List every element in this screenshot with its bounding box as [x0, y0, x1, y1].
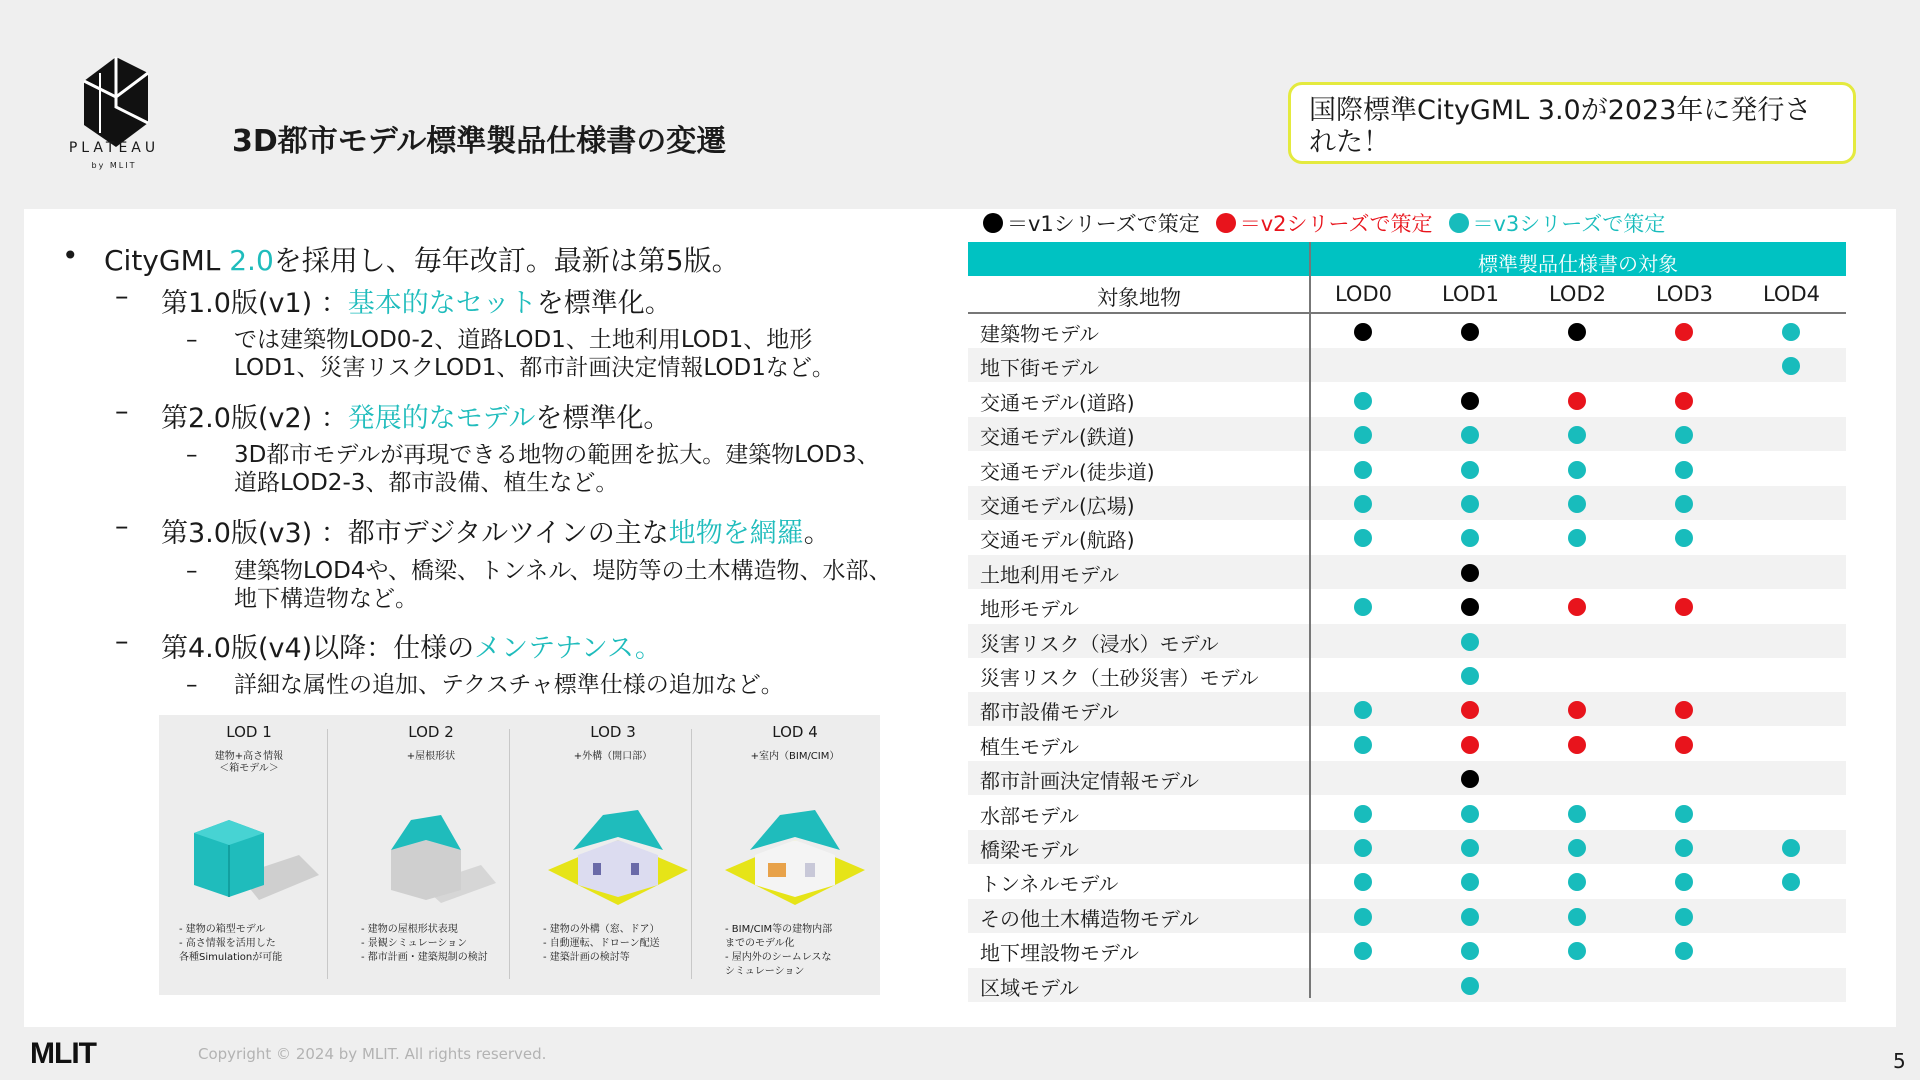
lod1-v3-dot: [1461, 977, 1479, 995]
slide-title: 3D都市モデル標準製品仕様書の変遷: [232, 124, 727, 159]
dash-marker: –: [186, 672, 198, 698]
lod3-v2-dot: [1675, 598, 1693, 616]
bullet-v4: 第4.0版(v4)以降：仕様のメンテナンス。: [161, 633, 662, 664]
lod1-v2-dot: [1461, 701, 1479, 719]
lod1-column: [159, 715, 339, 995]
callout-box: 国際標準CityGML 3.0が2023年に発行された！: [1288, 82, 1856, 164]
row-label: 都市設備モデル: [980, 700, 1119, 725]
logo-subtitle: by MLIT: [91, 161, 137, 170]
header-lod4: LOD4: [1762, 282, 1820, 306]
legend-dot-v2: [1216, 213, 1236, 233]
dash-marker: –: [115, 281, 129, 312]
dash-marker: –: [115, 396, 129, 427]
lod1-box-model-illustration: [189, 805, 319, 905]
lod4-column: [705, 715, 885, 995]
lod3-subtitle: +外構（開口部）: [573, 751, 653, 762]
lod1-v3-dot: [1461, 805, 1479, 823]
legend-dot-v1: [983, 213, 1003, 233]
row-label: 災害リスク（浸水）モデル: [980, 631, 1219, 656]
bullet-citygml: CityGML 2.0を採用し、毎年改訂。最新は第5版。: [104, 244, 740, 277]
lod1-v1-dot: [1461, 392, 1479, 410]
header-lod2: LOD2: [1548, 282, 1606, 306]
lod0-v3-dot: [1354, 942, 1372, 960]
bullet-v3: 第3.0版(v3) ：都市デジタルツインの主な地物を網羅。: [161, 518, 831, 549]
lod3-v3-dot: [1675, 908, 1693, 926]
table-row: [968, 864, 1846, 898]
lod2-v2-dot: [1568, 598, 1586, 616]
lod2-v3-dot: [1568, 942, 1586, 960]
lod0-v3-dot: [1354, 873, 1372, 891]
lod-figure: [159, 715, 880, 995]
lod4-subtitle: +室内（BIM/CIM）: [750, 751, 840, 762]
lod2-v2-dot: [1568, 736, 1586, 754]
lod2-v1-dot: [1568, 323, 1586, 341]
lod2-v3-dot: [1568, 839, 1586, 857]
lod3-v3-dot: [1675, 461, 1693, 479]
lod3-v2-dot: [1675, 323, 1693, 341]
lod0-v3-dot: [1354, 529, 1372, 547]
row-label: トンネルモデル: [980, 872, 1119, 897]
page-number: 5: [1893, 1049, 1906, 1073]
svg-text:MLIT: MLIT: [30, 1040, 96, 1066]
row-label: 橋梁モデル: [980, 838, 1079, 862]
legend-label-v1: ＝v1シリーズで策定: [1007, 212, 1200, 236]
row-label: 地下街モデル: [980, 356, 1099, 381]
table-row: [968, 933, 1846, 967]
lod1-subtitle: 建物+高さ情報 ＜箱モデル＞: [214, 751, 284, 774]
table-header-row: [968, 276, 1846, 314]
bullet-v3-detail: 建築物LOD4や、橋梁、トンネル、堤防等の土木構造物、水部、 地下構造物など。: [234, 558, 892, 612]
lod2-v3-dot: [1568, 461, 1586, 479]
bullet-v4-detail: 詳細な属性の追加、テクスチャ標準仕様の追加など。: [234, 672, 784, 698]
lod0-v3-dot: [1354, 805, 1372, 823]
lod1-v1-dot: [1461, 564, 1479, 582]
header-lod0: LOD0: [1334, 282, 1392, 306]
table-row: [968, 383, 1846, 417]
lod3-v3-dot: [1675, 873, 1693, 891]
lod2-v2-dot: [1568, 392, 1586, 410]
lod3-notes: - 建物の外構（窓、ドア） - 自動運転、ドローン配送 - 建築計画の検討等: [543, 924, 660, 963]
table-row: [968, 796, 1846, 830]
lod3-v3-dot: [1675, 942, 1693, 960]
dash-marker: –: [186, 442, 198, 468]
table-row: [968, 589, 1846, 623]
bullet-v1: 第1.0版(v1) ：基本的なセットを標準化。: [161, 288, 672, 319]
lod0-v3-dot: [1354, 598, 1372, 616]
header-feature: 対象地物: [1097, 286, 1181, 310]
lod1-v3-dot: [1461, 529, 1479, 547]
row-label: 地下埋設物モデル: [980, 941, 1139, 966]
lod3-v2-dot: [1675, 736, 1693, 754]
bullet-v1-detail: では建築物LOD0-2、道路LOD1、土地利用LOD1、地形 LOD1、災害リスクLOD1、都市計画決定情報LOD1など。: [234, 327, 835, 381]
lod0-v1-dot: [1354, 323, 1372, 341]
lod0-v3-dot: [1354, 839, 1372, 857]
lod1-v3-dot: [1461, 495, 1479, 513]
row-label: 地形モデル: [980, 597, 1079, 622]
row-label: 交通モデル(航路): [980, 528, 1135, 553]
lod2-column: [341, 715, 521, 995]
table-band-label: 標準製品仕様書の対象: [1478, 252, 1678, 276]
lod0-v3-dot: [1354, 461, 1372, 479]
lod1-v1-dot: [1461, 323, 1479, 341]
lod4-v3-dot: [1782, 357, 1800, 375]
dash-marker: –: [115, 626, 129, 657]
lod1-title: LOD 1: [226, 723, 272, 741]
legend-dot-v3: [1449, 213, 1469, 233]
row-label: 水部モデル: [980, 803, 1079, 828]
lod2-subtitle: +屋根形状: [406, 751, 456, 762]
lod1-v3-dot: [1461, 426, 1479, 444]
lod1-v3-dot: [1461, 839, 1479, 857]
table-row: [968, 692, 1846, 726]
lod3-column: [523, 715, 703, 995]
lod3-v3-dot: [1675, 529, 1693, 547]
lod3-v3-dot: [1675, 495, 1693, 513]
lod3-title: LOD 3: [590, 723, 636, 741]
lod3-v3-dot: [1675, 426, 1693, 444]
row-label: 都市計画決定情報モデル: [980, 769, 1199, 794]
lod2-v3-dot: [1568, 873, 1586, 891]
legend: [983, 208, 1665, 238]
lod0-v3-dot: [1354, 392, 1372, 410]
bullet-marker: •: [62, 239, 79, 272]
table-row: [968, 761, 1846, 795]
row-label: 区域モデル: [980, 975, 1079, 1000]
lod1-v3-dot: [1461, 667, 1479, 685]
lod4-title: LOD 4: [772, 723, 818, 741]
row-label: 交通モデル(鉄道): [980, 425, 1135, 450]
lod4-v3-dot: [1782, 839, 1800, 857]
logo-wordmark: PLATEAU: [68, 140, 160, 156]
lod1-v3-dot: [1461, 908, 1479, 926]
lod1-notes: - 建物の箱型モデル - 高さ情報を活用した 各種Simulationが可能: [179, 924, 283, 963]
table-header-band: [968, 242, 1846, 276]
lod2-v3-dot: [1568, 805, 1586, 823]
bullet-v2: 第2.0版(v2) ：発展的なモデルを標準化。: [161, 403, 671, 434]
lod1-v1-dot: [1461, 598, 1479, 616]
lod1-v3-dot: [1461, 873, 1479, 891]
lod4-v3-dot: [1782, 323, 1800, 341]
row-label: 交通モデル(広場): [980, 494, 1135, 518]
lod1-v1-dot: [1461, 770, 1479, 788]
row-label: 交通モデル(徒歩道): [980, 459, 1155, 484]
table-row: [968, 658, 1846, 692]
row-label: 災害リスク（土砂災害）モデル: [980, 666, 1259, 690]
lod0-v3-dot: [1354, 908, 1372, 926]
copyright: Copyright © 2024 by MLIT. All rights reserved.: [198, 1045, 547, 1063]
lod2-v3-dot: [1568, 529, 1586, 547]
lod0-v3-dot: [1354, 426, 1372, 444]
lod1-v3-dot: [1461, 461, 1479, 479]
table-row: [968, 555, 1846, 589]
lod2-v2-dot: [1568, 701, 1586, 719]
lod2-v3-dot: [1568, 426, 1586, 444]
dash-marker: –: [186, 327, 198, 353]
plateau-logo: [70, 38, 180, 178]
lod4-interior-model-illustration: [720, 795, 870, 915]
table-row: [968, 486, 1846, 520]
lod3-v3-dot: [1675, 805, 1693, 823]
lod3-v2-dot: [1675, 701, 1693, 719]
lod3-v2-dot: [1675, 392, 1693, 410]
table-row: [968, 452, 1846, 486]
dash-marker: –: [115, 511, 129, 542]
table-row: [968, 417, 1846, 451]
lod3-exterior-model-illustration: [543, 795, 693, 915]
table-row: [968, 624, 1846, 658]
table-row: [968, 968, 1846, 1002]
lod0-v3-dot: [1354, 495, 1372, 513]
lod2-notes: - 建物の屋根形状表現 - 景観シミュレーション - 都市計画・建築規制の検討: [361, 924, 488, 963]
lod1-v3-dot: [1461, 942, 1479, 960]
bullet-v2-detail: 3D都市モデルが再現できる地物の範囲を拡大。建築物LOD3、 道路LOD2-3、都市設備、植生など。: [234, 442, 880, 496]
legend-label-v3: ＝v3シリーズで策定: [1472, 212, 1666, 236]
table-row: [968, 899, 1846, 933]
lod0-v3-dot: [1354, 701, 1372, 719]
lod3-v3-dot: [1675, 839, 1693, 857]
lod0-v3-dot: [1354, 736, 1372, 754]
table-row: [968, 314, 1846, 348]
table-row: [968, 727, 1846, 761]
table-row: [968, 348, 1846, 382]
table-row: [968, 830, 1846, 864]
row-label: 土地利用モデル: [980, 562, 1119, 587]
lod2-v3-dot: [1568, 495, 1586, 513]
lod1-v3-dot: [1461, 633, 1479, 651]
header-lod1: LOD1: [1441, 282, 1499, 306]
lod1-v2-dot: [1461, 736, 1479, 754]
table-row: [968, 520, 1846, 554]
lod4-v3-dot: [1782, 873, 1800, 891]
legend-label-v2: ＝v2シリーズで策定: [1239, 212, 1433, 236]
mlit-logo: [30, 1040, 162, 1066]
row-label: その他土木構造物モデル: [980, 906, 1199, 931]
row-label: 交通モデル(道路): [980, 390, 1135, 415]
lod2-v3-dot: [1568, 908, 1586, 926]
table-column-divider: [1309, 242, 1311, 998]
dash-marker: –: [186, 558, 198, 584]
row-label: 植生モデル: [980, 734, 1079, 759]
lod4-notes: - BIM/CIM等の建物内部 までのモデル化 - 屋内外のシームレスな シミュレーション: [725, 924, 833, 977]
lod2-title: LOD 2: [408, 723, 454, 741]
lod2-roof-model-illustration: [381, 805, 501, 905]
row-label: 建築物モデル: [980, 322, 1099, 346]
header-lod3: LOD3: [1655, 282, 1713, 306]
